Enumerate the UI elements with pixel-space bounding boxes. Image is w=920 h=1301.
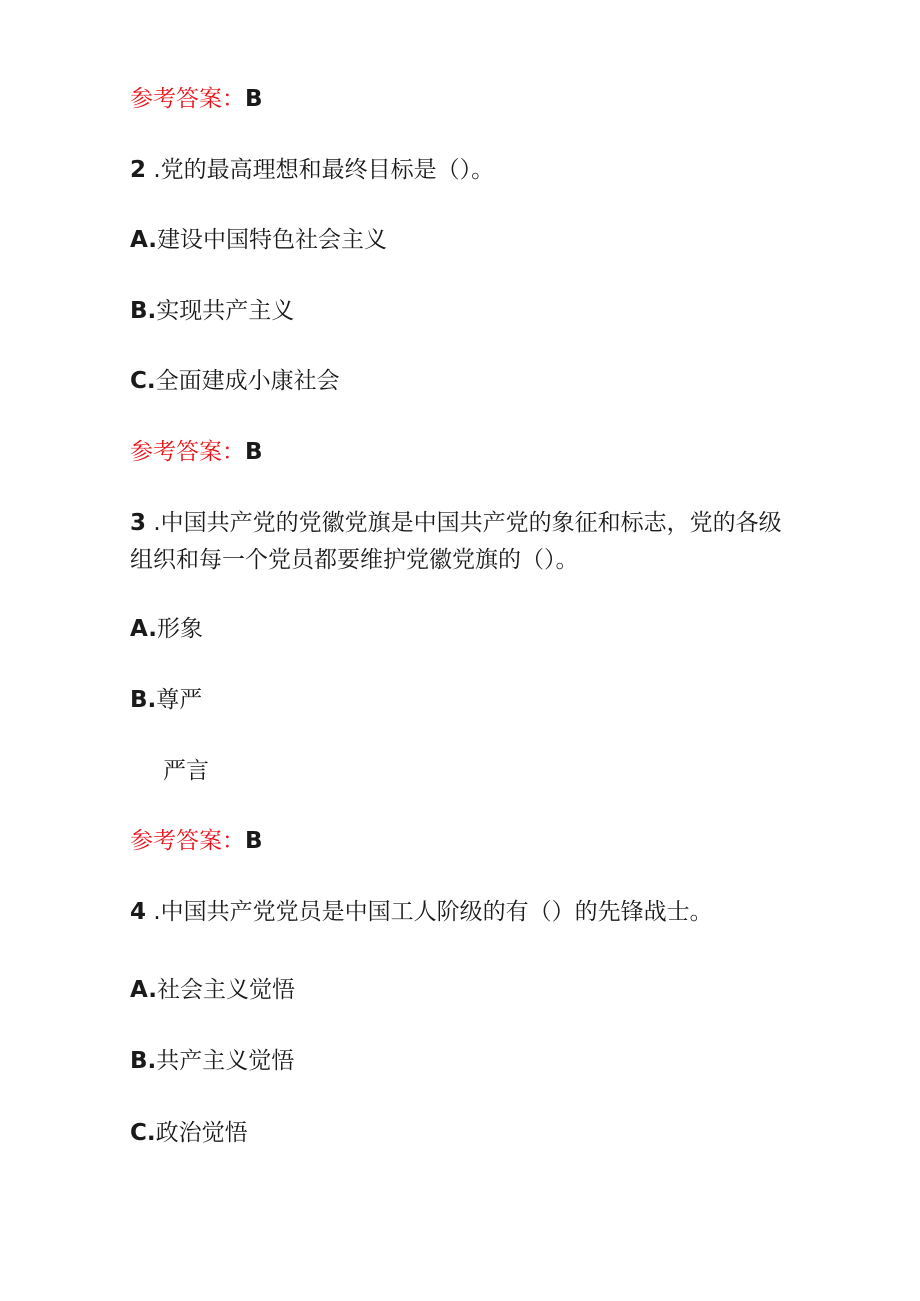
option-text: 共产主义觉悟 (156, 1048, 295, 1074)
q4-option-c (130, 1116, 248, 1150)
option-text: 社会主义觉悟 (156, 977, 295, 1003)
q3-option-a (130, 612, 203, 646)
option-letter: B. (130, 687, 157, 713)
question-4 (130, 895, 713, 929)
option-text: 形象 (156, 616, 203, 642)
option-text: 建设中国特色社会主义 (156, 227, 387, 253)
option-letter: A. (130, 616, 157, 642)
q2-answer (130, 435, 263, 469)
question-3-line-1 (130, 506, 782, 540)
q3-option-c (163, 754, 209, 788)
question-2 (130, 153, 494, 187)
answer-label: 参考答案： (130, 828, 245, 854)
option-text: 全面建成小康社会 (155, 368, 340, 394)
question-text-continued: 组织和每一个党员都要维护党徽党旗的（）。 (130, 547, 579, 573)
option-text: 实现共产主义 (156, 298, 295, 324)
option-text: 严言 (163, 758, 209, 784)
answer-value: B (245, 828, 263, 854)
answer-value: B (245, 86, 263, 112)
answer-label: 参考答案： (130, 86, 245, 112)
option-letter: C. (130, 1120, 156, 1146)
q4-option-b (130, 1044, 294, 1078)
q3-answer (130, 824, 263, 858)
answer-label: 参考答案： (130, 439, 245, 465)
question-number: 2 (130, 157, 147, 183)
question-text: .中国共产党党员是中国工人阶级的有（）的先锋战士。 (153, 899, 713, 925)
q3-option-b (130, 683, 202, 717)
q2-option-c (130, 364, 340, 398)
option-letter: B. (130, 1048, 157, 1074)
answer-value: B (245, 439, 263, 465)
question-number: 4 (130, 899, 147, 925)
question-text: .党的最高理想和最终目标是（）。 (153, 157, 495, 183)
q2-option-a (130, 223, 387, 257)
option-letter: C. (130, 368, 156, 394)
option-text: 尊严 (156, 687, 203, 713)
question-text: .中国共产党的党徽党旗是中国共产党的象征和标志，党的各级 (153, 510, 782, 536)
q4-option-a (130, 973, 295, 1007)
option-text: 政治觉悟 (155, 1120, 248, 1146)
option-letter: A. (130, 977, 157, 1003)
q2-option-b (130, 294, 294, 328)
question-number: 3 (130, 510, 147, 536)
option-letter: A. (130, 227, 157, 253)
question-3-line-2 (130, 543, 579, 577)
answer-line-1 (130, 82, 263, 116)
option-letter: B. (130, 298, 157, 324)
